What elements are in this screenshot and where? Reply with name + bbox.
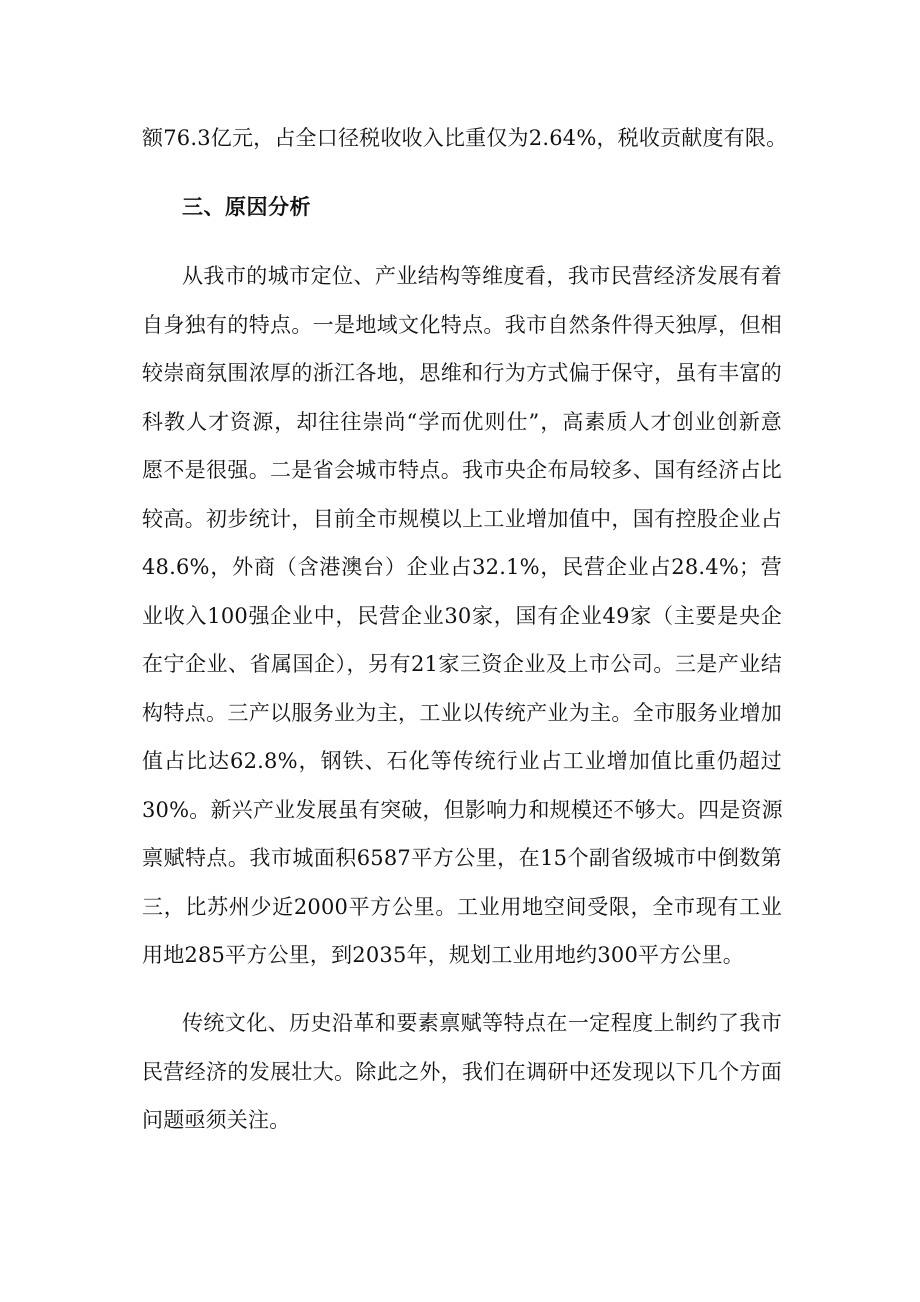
- text-line: 三，比苏州少近2000平方公里。工业用地空间受限，全市现有工业: [142, 895, 782, 919]
- text-line: 传统文化、历史沿革和要素禀赋等特点在一定程度上制约了我市: [182, 1011, 782, 1035]
- section-heading: 三、原因分析: [182, 195, 311, 219]
- text-line: 问题亟须关注。: [142, 1108, 291, 1132]
- text-line: 自身独有的特点。一是地域文化特点。我市自然条件得天独厚，但相: [142, 313, 782, 337]
- text-line: 额76.3亿元，占全口径税收收入比重仅为2.64%，税收贡献度有限。: [142, 126, 788, 150]
- text-line: 用地285平方公里，到2035年，规划工业用地约300平方公里。: [142, 943, 745, 967]
- text-line: 较高。初步统计，目前全市规模以上工业增加值中，国有控股企业占: [142, 507, 782, 531]
- text-line: 民营经济的发展壮大。除此之外，我们在调研中还发现以下几个方面: [142, 1060, 782, 1084]
- text-line: 科教人才资源，却往往崇尚“学而优则仕”，高素质人才创业创新意: [142, 410, 782, 434]
- text-line: 业收入100强企业中，民营企业30家，国有企业49家（主要是央企: [142, 604, 782, 628]
- text-line: 在宁企业、省属国企），另有21家三资企业及上市公司。三是产业结: [142, 652, 782, 676]
- text-line: 禀赋特点。我市城面积6587平方公里，在15个副省级城市中倒数第: [142, 846, 782, 870]
- text-line: 30%。新兴产业发展虽有突破，但影响力和规模还不够大。四是资源: [142, 798, 783, 822]
- text-line: 较崇商氛围浓厚的浙江各地，思维和行为方式偏于保守，虽有丰富的: [142, 361, 782, 385]
- text-line: 值占比达62.8%，钢铁、石化等传统行业占工业增加值比重仍超过: [142, 749, 782, 773]
- text-line: 愿不是很强。二是省会城市特点。我市央企布局较多、国有经济占比: [142, 458, 782, 482]
- text-line: 48.6%，外商（含港澳台）企业占32.1%，民营企业占28.4%；营: [142, 555, 782, 579]
- text-line: 从我市的城市定位、产业结构等维度看，我市民营经济发展有着: [182, 264, 782, 288]
- text-line: 构特点。三产以服务业为主，工业以传统产业为主。全市服务业增加: [142, 701, 782, 725]
